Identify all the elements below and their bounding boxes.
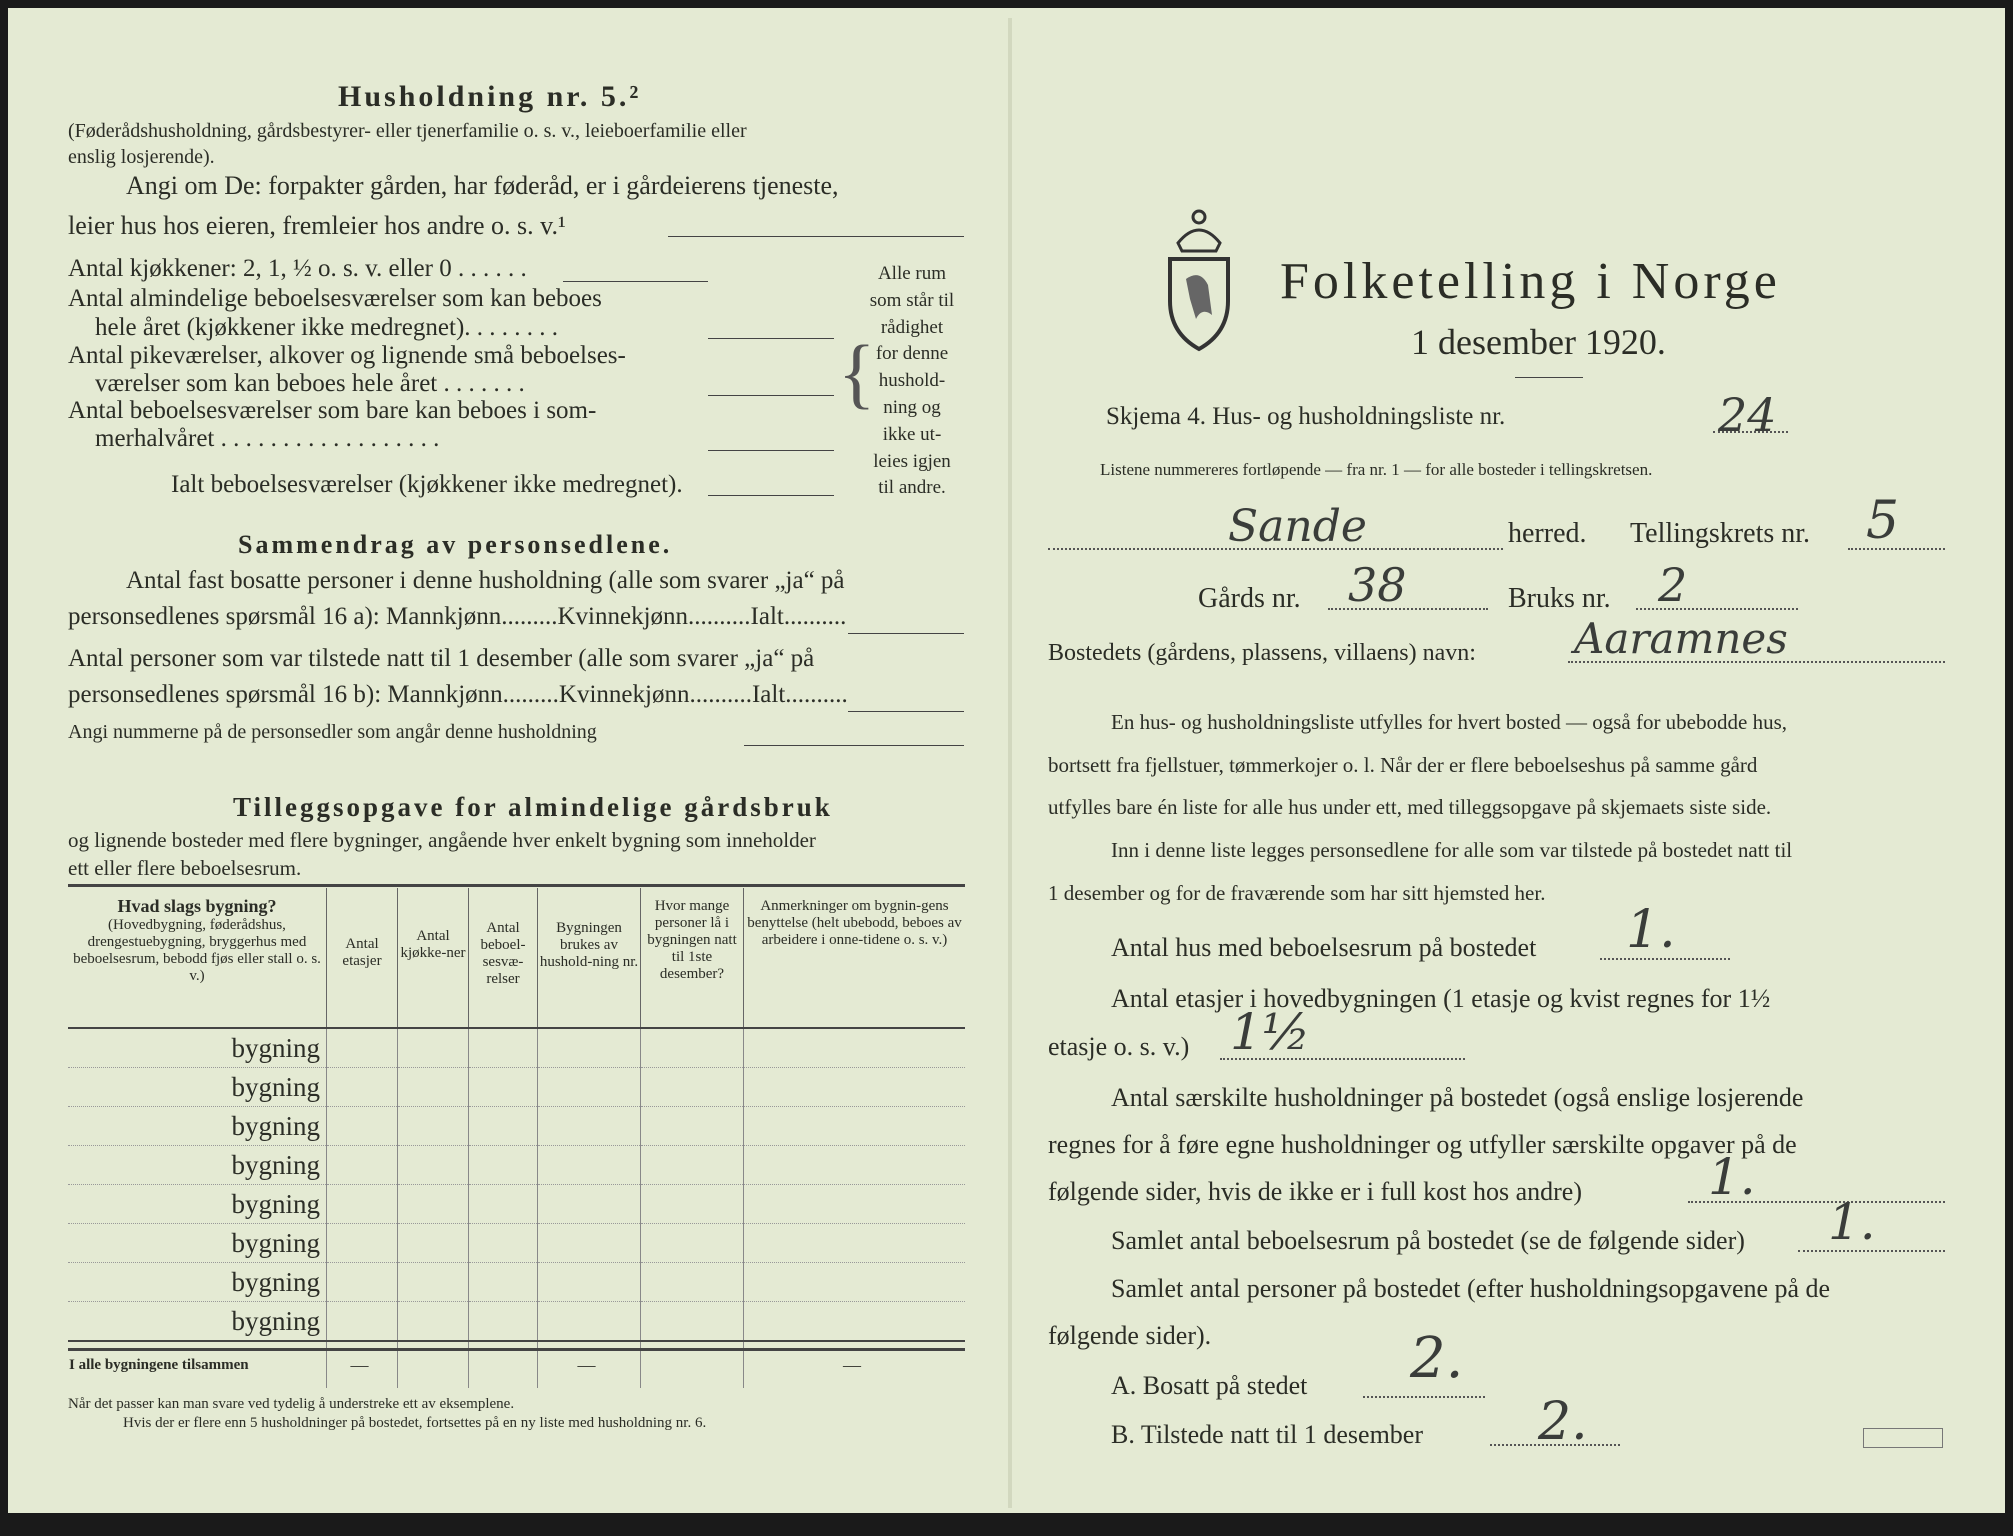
building-data-cell xyxy=(327,1028,398,1068)
form-title: Folketelling i Norge xyxy=(1280,253,1781,310)
building-data-cell xyxy=(641,1263,744,1302)
rooms-ordinary-line xyxy=(708,338,834,339)
herred-label: herred. xyxy=(1508,518,1587,549)
building-row xyxy=(68,1146,965,1185)
building-row xyxy=(68,1107,965,1146)
building-data-cell xyxy=(744,1146,966,1185)
side-note-line: leies igjen xyxy=(873,450,951,472)
printer-stamp xyxy=(1863,1428,1943,1448)
building-data-cell xyxy=(469,1263,538,1302)
rooms-summer-1: Antal beboelsesværelser som bare kan beboes i som- xyxy=(68,397,597,424)
bruks-label: Bruks nr. xyxy=(1508,583,1611,614)
building-data-cell xyxy=(469,1107,538,1146)
summary-present-2: personsedlenes spørsmål 16 b): Mannkjønn.........Kvinnekjønn..........Ialt.......... xyxy=(68,681,848,708)
building-data-cell xyxy=(398,1146,469,1185)
instr-1: En hus- og husholdningsliste utfylles for hvert bosted — også for ubebodde hus, xyxy=(1111,710,1787,734)
side-note-line: ning og xyxy=(883,396,941,418)
households-label-1: Antal særskilte husholdninger på bostedet (også enslige losjerende xyxy=(1111,1083,1804,1112)
building-data-cell xyxy=(398,1185,469,1224)
side-note-line: Alle rum xyxy=(877,263,947,284)
total-cell: — xyxy=(538,1341,641,1388)
census-form-sheet xyxy=(8,8,2005,1513)
building-data-cell xyxy=(469,1068,538,1107)
total-cell: — xyxy=(744,1341,966,1388)
summary-numbers: Angi nummerne på de personsedler som angår denne husholdning xyxy=(68,721,597,743)
building-type-cell: bygning xyxy=(68,1068,327,1107)
building-data-cell xyxy=(327,1263,398,1302)
rooms-total: Ialt beboelsesværelser (kjøkkener ikke medregnet). xyxy=(171,471,683,498)
building-data-cell xyxy=(398,1263,469,1302)
angi-line-1: Angi om De: forpakter gården, har føderåd, er i gårdeierens tjeneste, xyxy=(126,171,839,200)
summary-heading: Sammendrag av personsedlene. xyxy=(238,530,673,559)
side-note-line: til andre. xyxy=(878,477,946,499)
building-data-cell xyxy=(327,1185,398,1224)
building-type-cell: bygning xyxy=(68,1224,327,1263)
building-row xyxy=(68,1028,965,1068)
building-data-cell xyxy=(538,1185,641,1224)
building-row xyxy=(68,1068,965,1107)
side-note-line: rådighet xyxy=(880,316,944,338)
col-building-type: Hvad slags bygning? (Hovedbygning, føderådshus, drengestuebygning, bryggerhus med beboelsesrum, bebodd fjøs eller stall o. s. v.) xyxy=(73,896,321,984)
building-type-cell: bygning xyxy=(68,1107,327,1146)
supplement-text-1: og lignende bosteder med flere bygninger, angående hver enkelt bygning som inneholder xyxy=(68,828,816,852)
present-value: 2. xyxy=(1538,1392,1588,1452)
instr-4: Inn i denne liste legges personsedlene for alle som var tilstede på bostedet natt til xyxy=(1111,838,1793,862)
bosted-label: Bostedets (gårdens, plassens, villaens) navn: xyxy=(1048,640,1476,666)
building-data-cell xyxy=(398,1068,469,1107)
resident-value: 2. xyxy=(1410,1326,1464,1391)
form-date: 1 desember 1920. xyxy=(1411,322,1666,362)
supplement-heading: Tilleggsopgave for almindelige gårdsbruk xyxy=(233,792,833,822)
rooms-maid-2: værelser som kan beboes hele året . . . . . . . xyxy=(95,370,525,397)
summary-present-1: Antal personer som var tilstede natt til 1 desember (alle som svarer „ja“ på xyxy=(68,645,815,672)
building-type-cell: bygning xyxy=(68,1146,327,1185)
building-data-cell xyxy=(641,1146,744,1185)
building-data-cell xyxy=(744,1224,966,1263)
building-row xyxy=(68,1263,965,1302)
household-note-1: (Føderådshusholdning, gårdsbestyrer- eller tjenerfamilie o. s. v., leieboerfamilie eller xyxy=(68,120,747,142)
instr-5: 1 desember og for de fraværende som har sitt hjemsted her. xyxy=(1048,881,1546,905)
supplement-text-2: ett eller flere beboelsesrum. xyxy=(68,856,302,880)
herred-value: Sande xyxy=(1228,501,1367,552)
household-heading: Husholdning nr. 5.² xyxy=(338,80,642,113)
rooms-kitchens-line xyxy=(563,281,708,282)
resident-label: A. Bosatt på stedet xyxy=(1111,1371,1308,1400)
total-rooms-value: 1. xyxy=(1828,1193,1876,1251)
floors-value: 1½ xyxy=(1230,1003,1311,1061)
floors-label-1: Antal etasjer i hovedbygningen (1 etasje og kvist regnes for 1½ xyxy=(1111,984,1771,1013)
summary-resident-2: personsedlenes spørsmål 16 a): Mannkjønn.........Kvinnekjønn..........Ialt.......... xyxy=(68,603,847,630)
gaards-label: Gårds nr. xyxy=(1198,583,1301,614)
summary-resident-total-line xyxy=(848,633,964,634)
page-fold xyxy=(1008,18,1012,1508)
tellingskrets-label: Tellingskrets nr. xyxy=(1630,518,1811,549)
households-label-3: følgende sider, hvis de ikke er i full kost hos andre) xyxy=(1048,1177,1582,1206)
col-kitchens: Antal kjøkke-ner xyxy=(398,888,469,1028)
footnote-2: Hvis der er flere enn 5 husholdninger på bostedet, fortsettes på en ny liste med husholdning nr. 6. xyxy=(123,1415,707,1431)
building-data-cell xyxy=(469,1302,538,1342)
rooms-brace: { xyxy=(838,329,876,416)
building-data-cell xyxy=(398,1302,469,1342)
rooms-side-note xyxy=(866,261,958,502)
rooms-ordinary-2: hele året (kjøkkener ikke medregnet). . . . . . . . xyxy=(95,314,559,341)
present-label: B. Tilstede natt til 1 desember xyxy=(1111,1420,1423,1449)
building-data-cell xyxy=(398,1107,469,1146)
building-data-cell xyxy=(744,1068,966,1107)
footnote-1: Når det passer kan man svare ved tydelig å understreke ett av eksemplene. xyxy=(68,1396,515,1412)
angi-answer-line xyxy=(668,236,964,237)
building-data-cell xyxy=(398,1224,469,1263)
building-data-cell xyxy=(744,1302,966,1342)
rooms-maid-line xyxy=(708,395,834,396)
side-note-line: hushold- xyxy=(878,370,946,392)
building-row xyxy=(68,1224,965,1263)
side-note-line: ikke ut- xyxy=(882,423,942,445)
building-data-cell xyxy=(538,1146,641,1185)
numbering-note: Listene nummereres fortløpende — fra nr. 1 — for alle bosteder i tellingskretsen. xyxy=(1100,460,1653,479)
list-number-value: 24 xyxy=(1718,388,1777,442)
instr-2: bortsett fra fjellstuer, tømmerkojer o. l. Når der er flere beboelseshus på samme gård xyxy=(1048,753,1758,777)
building-data-cell xyxy=(641,1068,744,1107)
building-data-cell xyxy=(538,1224,641,1263)
total-rooms-label: Samlet antal beboelsesrum på bostedet (se de følgende sider) xyxy=(1111,1226,1745,1255)
building-data-cell xyxy=(538,1068,641,1107)
rooms-summer-line xyxy=(708,450,834,451)
col-household-no: Bygningen brukes av hushold-ning nr. xyxy=(538,888,641,1028)
building-row xyxy=(68,1302,965,1342)
building-data-cell xyxy=(327,1224,398,1263)
household-note-2: enslig losjerende). xyxy=(68,146,215,168)
schema-line: Skjema 4. Hus- og husholdningsliste nr. xyxy=(1106,403,1506,430)
gaards-value: 38 xyxy=(1348,558,1407,612)
table-bottom-rule xyxy=(68,1348,965,1351)
summary-present-total-line xyxy=(848,711,964,712)
total-label: I alle bygningene tilsammen xyxy=(69,1356,249,1373)
rooms-maid-1: Antal pikeværelser, alkover og lignende små beboelses- xyxy=(68,342,626,369)
col-remarks: Anmerkninger om bygnin-gens benyttelse (helt ubebodd, beboes av arbeidere i onne-tidene o. s. v.) xyxy=(744,888,966,1028)
title-rule xyxy=(1515,377,1583,378)
building-data-cell xyxy=(641,1224,744,1263)
resident-field xyxy=(1363,1396,1485,1398)
building-type-cell: bygning xyxy=(68,1302,327,1342)
building-data-cell xyxy=(744,1028,966,1068)
total-persons-label-1: Samlet antal personer på bostedet (efter husholdningsopgavene på de xyxy=(1111,1274,1831,1303)
side-note-line: for denne xyxy=(875,343,949,365)
floors-label-2: etasje o. s. v.) xyxy=(1048,1032,1190,1061)
instr-3: utfylles bare én liste for alle hus under ett, med tilleggsopgave på skjemaets siste side. xyxy=(1048,795,1772,819)
households-value: 1. xyxy=(1708,1148,1756,1206)
building-data-cell xyxy=(327,1302,398,1342)
col-persons: Hvor mange personer lå i bygningen natt til 1ste desember? xyxy=(641,888,744,1028)
buildings-table xyxy=(68,888,965,1388)
building-data-cell xyxy=(744,1185,966,1224)
rooms-ordinary-1: Antal almindelige beboelsesværelser som kan beboes xyxy=(68,285,602,312)
building-data-cell xyxy=(469,1028,538,1068)
summary-resident-1: Antal fast bosatte personer i denne husholdning (alle som svarer „ja“ på xyxy=(126,567,845,594)
angi-line-2: leier hus hos eieren, fremleier hos andre o. s. v.¹ xyxy=(68,211,566,240)
col-floors: Antal etasjer xyxy=(327,888,398,1028)
building-type-cell: bygning xyxy=(68,1028,327,1068)
summary-numbers-line xyxy=(744,745,964,746)
building-data-cell xyxy=(538,1263,641,1302)
norway-coat-of-arms-icon xyxy=(1158,203,1240,355)
building-data-cell xyxy=(469,1146,538,1185)
building-data-cell xyxy=(641,1028,744,1068)
building-data-cell xyxy=(327,1107,398,1146)
building-data-cell xyxy=(327,1068,398,1107)
building-data-cell xyxy=(469,1185,538,1224)
total-persons-label-2: følgende sider). xyxy=(1048,1321,1212,1350)
households-label-2: regnes for å føre egne husholdninger og utfyller særskilte opgaver på de xyxy=(1048,1130,1797,1159)
rooms-total-line xyxy=(708,495,834,496)
building-data-cell xyxy=(538,1302,641,1342)
building-data-cell xyxy=(398,1028,469,1068)
bosted-value: Aaramnes xyxy=(1574,614,1788,663)
building-data-cell xyxy=(641,1302,744,1342)
building-data-cell xyxy=(538,1107,641,1146)
tellingskrets-value: 5 xyxy=(1866,491,1900,551)
side-note-line: som står til xyxy=(869,289,955,311)
building-data-cell xyxy=(744,1107,966,1146)
building-type-cell: bygning xyxy=(68,1185,327,1224)
building-data-cell xyxy=(469,1224,538,1263)
houses-label: Antal hus med beboelsesrum på bostedet xyxy=(1111,933,1537,962)
building-data-cell xyxy=(538,1028,641,1068)
bruks-value: 2 xyxy=(1658,558,1688,612)
building-data-cell xyxy=(641,1107,744,1146)
col-rooms: Antal beboel-sesvæ-relser xyxy=(469,888,538,1028)
rooms-summer-2: merhalvåret . . . . . . . . . . . . . . . . . . xyxy=(95,425,440,452)
total-cell: — xyxy=(327,1341,398,1388)
table-top-rule xyxy=(68,884,965,887)
building-data-cell xyxy=(641,1185,744,1224)
building-type-cell: bygning xyxy=(68,1263,327,1302)
building-data-cell xyxy=(744,1263,966,1302)
building-row xyxy=(68,1185,965,1224)
building-data-cell xyxy=(327,1146,398,1185)
houses-value: 1. xyxy=(1626,900,1676,960)
rooms-kitchens: Antal kjøkkener: 2, 1, ½ o. s. v. eller 0 . . . . . . xyxy=(68,255,527,282)
